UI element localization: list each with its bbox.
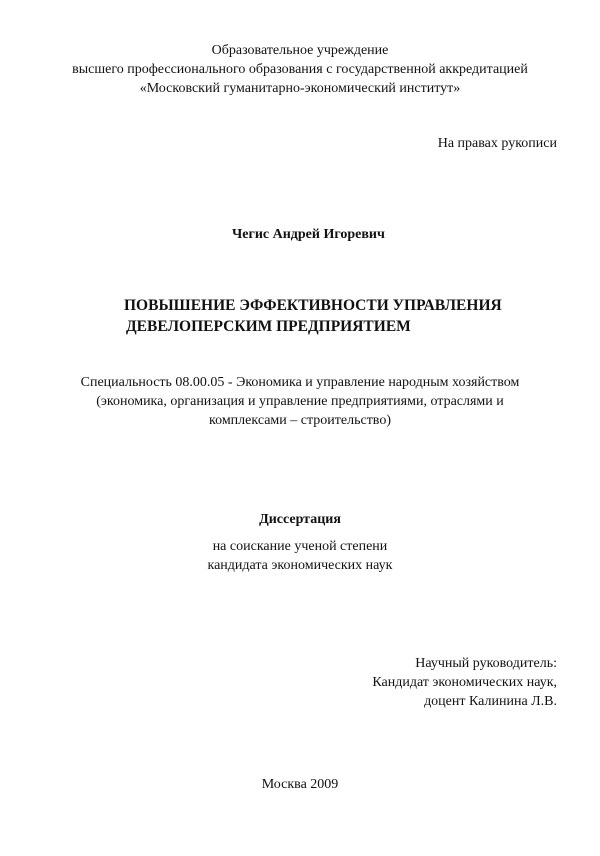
dissertation-title: [124, 295, 502, 337]
author-name: Чегис Андрей Игоревич: [232, 227, 385, 242]
institution-line-2: высшего профессионального образования с государственной аккредитацией: [72, 62, 528, 77]
degree-line-2: кандидата экономических наук: [207, 558, 393, 573]
manuscript-note: На правах рукописи: [437, 136, 557, 151]
title-line-2: ДЕВЕЛОПЕРСКИМ ПРЕДПРИЯТИЕМ: [126, 318, 411, 335]
specialty-line-3: комплексами – строительство): [209, 413, 391, 428]
supervisor-block: [372, 654, 557, 711]
specialty-line-2: (экономика, организация и управление предприятиями, отраслями и: [96, 394, 504, 409]
supervisor-degree: Кандидат экономических наук,: [372, 675, 557, 690]
degree-line-1: на соискание ученой степени: [212, 539, 388, 554]
institution-line-3: «Московский гуманитарно-экономический институт»: [139, 81, 461, 96]
work-type: Диссертация: [259, 512, 341, 527]
institution-line-1: Образовательное учреждение: [211, 43, 389, 58]
supervisor-label: Научный руководитель:: [415, 656, 557, 671]
city-year: Москва 2009: [261, 777, 339, 792]
supervisor-name: доцент Калинина Л.В.: [424, 694, 557, 709]
specialty-block: [0, 373, 600, 430]
specialty-line-1: Специальность 08.00.05 - Экономика и управление народным хозяйством: [80, 375, 520, 390]
title-line-1: ПОВЫШЕНИЕ ЭФФЕКТИВНОСТИ УПРАВЛЕНИЯ: [124, 297, 502, 314]
